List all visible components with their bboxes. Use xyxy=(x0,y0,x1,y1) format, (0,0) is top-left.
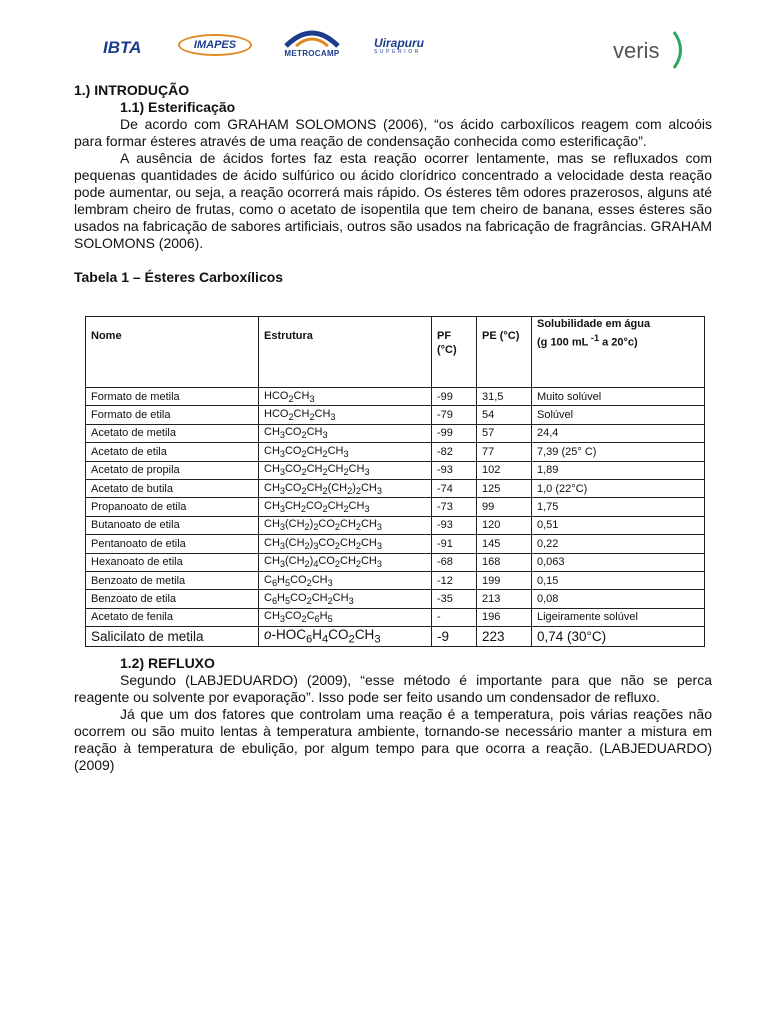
cell-pf: -9 xyxy=(432,627,477,647)
cell-solubilidade: Muito solúvel xyxy=(532,388,705,406)
table-row xyxy=(86,479,705,497)
cell-nome: Acetato de metila xyxy=(86,424,259,442)
cell-pf: -91 xyxy=(432,535,477,553)
cell-pe: 120 xyxy=(477,516,532,534)
logo-bar xyxy=(0,24,768,72)
cell-pe: 196 xyxy=(477,608,532,626)
cell-pe: 102 xyxy=(477,461,532,479)
cell-pf: -82 xyxy=(432,443,477,461)
cell-pe: 99 xyxy=(477,498,532,516)
metrocamp-arch-icon xyxy=(282,26,342,48)
cell-nome: Propanoato de etila xyxy=(86,498,259,516)
cell-pf: - xyxy=(432,608,477,626)
table-row xyxy=(86,608,705,626)
cell-pf: -35 xyxy=(432,590,477,608)
section-refluxo xyxy=(74,655,712,774)
cell-estrutura: $CH_3(CH_2)_3CO_2CH_2CH_3$ xyxy=(259,535,432,553)
solubility-header-exponent: -1 xyxy=(588,333,600,343)
column-header-pe: PE (°C) xyxy=(477,317,532,388)
imapes-logo: IMAPES xyxy=(178,34,252,56)
cell-nome: Hexanoato de etila xyxy=(86,553,259,571)
paragraph: Já que um dos fatores que controlam uma reação é a temperatura, pois várias reações não ocorrem ou são muito lentas à temperatura ambiente, tornando-se necessário manter a mistura em reação à temperatura de ebulição, por algum tempo para que ocorra a reação. (LABJEDUARDO) (2009) xyxy=(74,706,712,773)
table-row xyxy=(86,571,705,589)
cell-nome: Benzoato de metila xyxy=(86,571,259,589)
cell-pe: 125 xyxy=(477,479,532,497)
metrocamp-text: METROCAMP xyxy=(284,49,340,58)
cell-pe: 223 xyxy=(477,627,532,647)
cell-pf: -79 xyxy=(432,406,477,424)
ibta-logo: IBTA xyxy=(103,38,142,57)
cell-nome: Acetato de butila xyxy=(86,479,259,497)
uirapuru-subtext: SUPERIOR xyxy=(374,49,421,55)
cell-solubilidade: 24,4 xyxy=(532,424,705,442)
table-row xyxy=(86,461,705,479)
cell-estrutura: $CH_3(CH_2)_4CO_2CH_2CH_3$ xyxy=(259,553,432,571)
cell-pf: -68 xyxy=(432,553,477,571)
table-row xyxy=(86,424,705,442)
section-heading: 1.) INTRODUÇÃO xyxy=(74,82,190,98)
cell-solubilidade: 1,89 xyxy=(532,461,705,479)
subsection-heading-esterificacao: 1.1) Esterificação xyxy=(120,99,236,115)
cell-pf: -74 xyxy=(432,479,477,497)
column-header-nome: Nome xyxy=(86,317,259,388)
cell-pe: 199 xyxy=(477,571,532,589)
cell-nome: Acetato de propila xyxy=(86,461,259,479)
table-row xyxy=(86,553,705,571)
cell-nome: Acetato de fenila xyxy=(86,608,259,626)
cell-solubilidade: Solúvel xyxy=(532,406,705,424)
uirapuru-text: Uirapuru xyxy=(374,36,425,50)
cell-nome: Formato de etila xyxy=(86,406,259,424)
cell-pe: 57 xyxy=(477,424,532,442)
column-header-solubilidade xyxy=(532,317,705,388)
cell-estrutura: $HCO_2CH_3$ xyxy=(259,388,432,406)
cell-solubilidade: 1,75 xyxy=(532,498,705,516)
cell-pe: 145 xyxy=(477,535,532,553)
cell-pf: -99 xyxy=(432,388,477,406)
cell-estrutura: $CH_3(CH_2)_2CO_2CH_2CH_3$ xyxy=(259,516,432,534)
paragraph: A ausência de ácidos fortes faz esta reação ocorrer lentamente, mas se refluxados com pequenas quantidades de ácido sulfúrico ou ácido clorídrico concentrado a velocidade desta reação pode aumentar, ou seja, a reação ocorrerá mais rápido. Os ésteres têm odores prazerosos, alguns até lembram cheiro de frutas, como o acetato de isopentila que tem cheiro de banana, esses ésteres são usados na fabricação de sabores artificiais, outros são usados na fabricação de fragrâncias. GRAHAM SOLOMONS (2006). xyxy=(74,150,712,251)
metrocamp-logo xyxy=(278,26,346,58)
cell-solubilidade: 0,22 xyxy=(532,535,705,553)
paragraph: Segundo (LABJEDUARDO) (2009), “esse método é importante para que não se perca reagente ou solvente por evaporação”. Isso pode ser feito usando um condensador de refluxo. xyxy=(74,672,712,705)
table-row xyxy=(86,443,705,461)
cell-nome: Acetato de etila xyxy=(86,443,259,461)
cell-solubilidade: 1,0 (22°C) xyxy=(532,479,705,497)
uirapuru-logo xyxy=(374,36,424,55)
cell-estrutura: $C_6H_5CO_2CH_2CH_3$ xyxy=(259,590,432,608)
cell-estrutura: $CH_3CO_2C_6H_5$ xyxy=(259,608,432,626)
veris-logo xyxy=(613,38,659,64)
cell-estrutura: $HCO_2CH_2CH_3$ xyxy=(259,406,432,424)
cell-nome: Salicilato de metila xyxy=(86,627,259,647)
cell-pf: -93 xyxy=(432,461,477,479)
cell-pf: -99 xyxy=(432,424,477,442)
cell-pe: 31,5 xyxy=(477,388,532,406)
table-row xyxy=(86,627,705,647)
table-title: Tabela 1 – Ésteres Carboxílicos xyxy=(74,269,284,285)
cell-solubilidade: Ligeiramente solúvel xyxy=(532,608,705,626)
cell-estrutura: $o-HOC_6H_4CO_2CH_3$ xyxy=(259,627,432,647)
cell-nome: Benzoato de etila xyxy=(86,590,259,608)
table-row xyxy=(86,498,705,516)
cell-estrutura: $CH_3CO_2CH_2(CH_2)_2CH_3$ xyxy=(259,479,432,497)
table-row xyxy=(86,590,705,608)
cell-solubilidade: 0,51 xyxy=(532,516,705,534)
column-header-estrutura: Estrutura xyxy=(259,317,432,388)
cell-pf: -73 xyxy=(432,498,477,516)
cell-estrutura: $C_6H_5CO_2CH_3$ xyxy=(259,571,432,589)
subsection-heading-refluxo: 1.2) REFLUXO xyxy=(120,655,215,671)
veris-arc-icon xyxy=(671,28,689,72)
cell-estrutura: $CH_3CO_2CH_2CH_2CH_3$ xyxy=(259,461,432,479)
cell-pe: 54 xyxy=(477,406,532,424)
cell-nome: Pentanoato de etila xyxy=(86,535,259,553)
cell-estrutura: $CH_3CO_2CH_3$ xyxy=(259,424,432,442)
table-row xyxy=(86,406,705,424)
cell-pe: 168 xyxy=(477,553,532,571)
solubility-header-line2b: a 20°c) xyxy=(599,336,638,349)
cell-pf: -12 xyxy=(432,571,477,589)
section-introducao xyxy=(74,82,712,286)
cell-solubilidade: 7,39 (25° C) xyxy=(532,443,705,461)
table-row xyxy=(86,535,705,553)
table-row xyxy=(86,388,705,406)
cell-estrutura: $CH_3CO_2CH_2CH_3$ xyxy=(259,443,432,461)
cell-nome: Butanoato de etila xyxy=(86,516,259,534)
esters-table xyxy=(85,316,705,647)
paragraph: De acordo com GRAHAM SOLOMONS (2006), “os ácido carboxílicos reagem com alcoóis para formar ésteres através de uma reação de condensação conhecida como esterificação”. xyxy=(74,116,712,149)
cell-pf: -93 xyxy=(432,516,477,534)
cell-estrutura: $CH_3CH_2CO_2CH_2CH_3$ xyxy=(259,498,432,516)
cell-nome: Formato de metila xyxy=(86,388,259,406)
solubility-header-line2a: (g 100 mL xyxy=(537,336,589,349)
table-header-row xyxy=(86,317,705,388)
cell-pe: 213 xyxy=(477,590,532,608)
cell-solubilidade: 0,74 (30°C) xyxy=(532,627,705,647)
table-row xyxy=(86,516,705,534)
cell-pe: 77 xyxy=(477,443,532,461)
cell-solubilidade: 0,15 xyxy=(532,571,705,589)
column-header-pf: PF (°C) xyxy=(432,317,477,388)
solubility-header-line1: Solubilidade em água xyxy=(537,318,651,330)
cell-solubilidade: 0,063 xyxy=(532,553,705,571)
cell-solubilidade: 0,08 xyxy=(532,590,705,608)
veris-text: veris xyxy=(613,38,660,63)
